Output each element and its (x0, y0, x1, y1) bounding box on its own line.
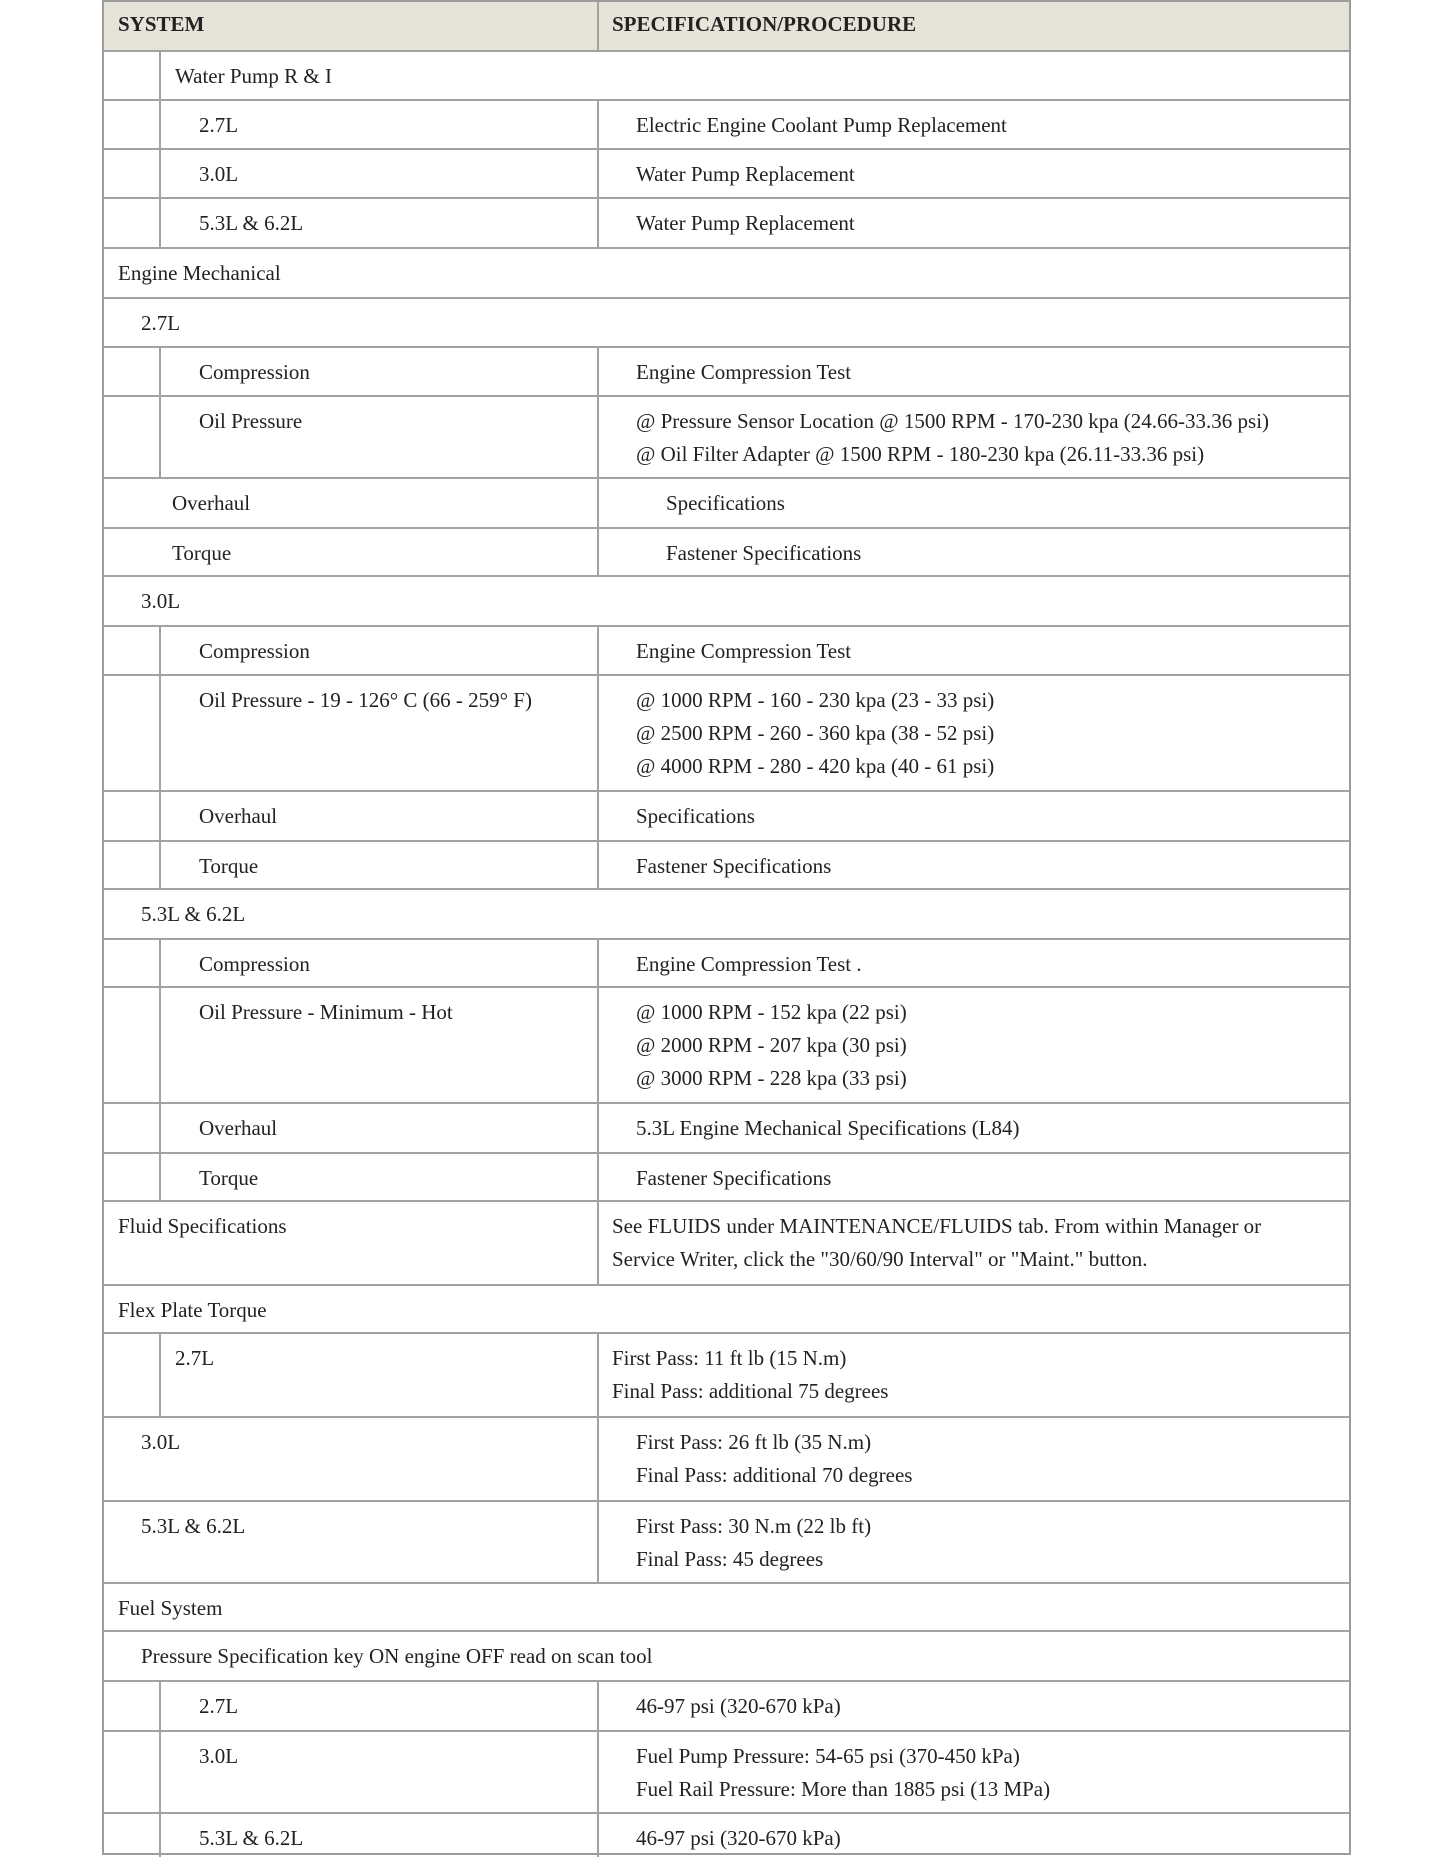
spec-cell (612, 1334, 888, 1416)
system-cell: Torque (199, 1166, 259, 1190)
column-divider (597, 940, 599, 986)
table-row (104, 479, 1349, 529)
column-divider (597, 348, 599, 395)
spec-line: @ 1000 RPM - 160 - 230 kpa (23 - 33 psi) (636, 688, 995, 712)
system-cell: 3.0L (199, 1744, 239, 1768)
system-cell: Water Pump R & I (175, 64, 332, 88)
spec-line: 46-97 psi (320-670 kPa) (636, 1826, 841, 1850)
system-cell: 2.7L (199, 1694, 239, 1718)
spec-cell (612, 1202, 1261, 1284)
header-system: SYSTEM (118, 12, 205, 36)
table-row (104, 1154, 1349, 1202)
spec-cell (636, 150, 855, 197)
system-cell: Flex Plate Torque (118, 1298, 267, 1322)
column-divider (597, 1502, 599, 1582)
column-divider (597, 1202, 599, 1284)
indent-divider (159, 842, 161, 888)
system-cell: 5.3L & 6.2L (199, 211, 304, 235)
column-divider (597, 101, 599, 148)
column-divider (597, 1334, 599, 1416)
system-cell: 3.0L (141, 1430, 181, 1454)
table-row (104, 348, 1349, 397)
spec-line: Water Pump Replacement (636, 162, 855, 186)
header-spec: SPECIFICATION/PROCEDURE (612, 12, 917, 36)
spec-line: See FLUIDS under MAINTENANCE/FLUIDS tab. From within Manager or (612, 1214, 1262, 1238)
indent-divider (159, 348, 161, 395)
column-divider (597, 676, 599, 790)
column-divider (597, 1104, 599, 1152)
spec-line: 46-97 psi (320-670 kPa) (636, 1694, 841, 1718)
table-row (104, 529, 1349, 577)
system-cell: 2.7L (141, 311, 181, 335)
system-cell: Overhaul (199, 804, 278, 828)
spec-cell (636, 199, 855, 247)
spec-line: Service Writer, click the "30/60/90 Interval" or "Maint." button. (612, 1247, 1148, 1271)
system-cell: Torque (199, 854, 259, 878)
table-row (104, 1632, 1349, 1682)
system-cell: Compression (199, 952, 310, 976)
table-row (104, 199, 1349, 249)
system-cell: 5.3L & 6.2L (141, 902, 246, 926)
spec-cell (666, 479, 785, 527)
spec-line: @ 4000 RPM - 280 - 420 kpa (40 - 61 psi) (636, 754, 995, 778)
table-row (104, 676, 1349, 792)
table-row (104, 150, 1349, 199)
spec-cell (636, 940, 862, 986)
spec-line: Engine Compression Test (636, 360, 852, 384)
indent-divider (159, 101, 161, 148)
column-divider (597, 1682, 599, 1730)
system-cell: Overhaul (199, 1116, 278, 1140)
spec-line: Final Pass: additional 70 degrees (636, 1463, 913, 1487)
spec-line: Specifications (636, 804, 755, 828)
table-row (104, 1682, 1349, 1732)
spec-line: Fastener Specifications (636, 1166, 832, 1190)
spec-line: 5.3L Engine Mechanical Specifications (L84) (636, 1116, 1020, 1140)
table-row (104, 988, 1349, 1104)
spec-cell (636, 627, 851, 674)
indent-divider (159, 1732, 161, 1812)
spec-line: @ 3000 RPM - 228 kpa (33 psi) (636, 1066, 907, 1090)
table-header (104, 2, 1349, 52)
indent-divider (159, 988, 161, 1102)
indent-divider (159, 199, 161, 247)
column-divider (597, 479, 599, 527)
spec-line: Fastener Specifications (636, 854, 832, 878)
spec-line: Final Pass: 45 degrees (636, 1547, 824, 1571)
system-cell: Engine Mechanical (118, 261, 281, 285)
spec-line: First Pass: 26 ft lb (35 N.m) (636, 1430, 872, 1454)
spec-line: Fuel Pump Pressure: 54-65 psi (370-450 kPa) (636, 1744, 1020, 1768)
spec-line: Fuel Rail Pressure: More than 1885 psi (13 MPa) (636, 1777, 1051, 1801)
indent-divider (159, 150, 161, 197)
table-row (104, 1202, 1349, 1286)
system-cell: Fuel System (118, 1596, 223, 1620)
system-cell: 2.7L (175, 1346, 215, 1370)
system-cell: Pressure Specification key ON engine OFF read on scan tool (141, 1644, 653, 1668)
table-row (104, 1732, 1349, 1814)
spec-cell (636, 1154, 831, 1200)
indent-divider (159, 676, 161, 790)
spec-line: First Pass: 30 N.m (22 lb ft) (636, 1514, 872, 1538)
spec-cell (636, 101, 1007, 148)
spec-cell (636, 348, 851, 395)
table-row (104, 792, 1349, 842)
spec-cell (666, 529, 861, 575)
spec-line: Engine Compression Test (636, 639, 852, 663)
system-cell: Oil Pressure - 19 - 126° C (66 - 259° F) (199, 688, 532, 712)
spec-line: @ Pressure Sensor Location @ 1500 RPM - 170-230 kpa (24.66-33.36 psi) (636, 409, 1270, 433)
column-divider (597, 988, 599, 1102)
indent-divider (159, 940, 161, 986)
indent-divider (159, 1154, 161, 1200)
spec-line: Final Pass: additional 75 degrees (612, 1379, 889, 1403)
spec-cell (636, 1732, 1050, 1812)
system-cell: 3.0L (141, 589, 181, 613)
system-cell: Oil Pressure - Minimum - Hot (199, 1000, 453, 1024)
spec-cell (636, 842, 831, 888)
indent-divider (159, 1814, 161, 1857)
table-row (104, 1104, 1349, 1154)
spec-cell (636, 792, 755, 840)
table-row (104, 940, 1349, 988)
indent-divider (159, 52, 161, 99)
spec-line: @ 1000 RPM - 152 kpa (22 psi) (636, 1000, 907, 1024)
table-row (104, 577, 1349, 627)
spec-cell (636, 1814, 841, 1857)
spec-line: Specifications (666, 491, 785, 515)
system-cell: 2.7L (199, 113, 239, 137)
system-cell: 5.3L & 6.2L (199, 1826, 304, 1850)
spec-line: Electric Engine Coolant Pump Replacement (636, 113, 1007, 137)
table-row (104, 1502, 1349, 1584)
table-row (104, 627, 1349, 676)
table-row (104, 249, 1349, 299)
spec-line: Fastener Specifications (666, 541, 862, 565)
table-row (104, 397, 1349, 479)
spec-line: @ Oil Filter Adapter @ 1500 RPM - 180-230 kpa (26.11-33.36 psi) (636, 442, 1205, 466)
indent-divider (159, 397, 161, 477)
spec-line: Engine Compression Test . (636, 952, 862, 976)
system-cell: Fluid Specifications (118, 1214, 287, 1238)
indent-divider (159, 1682, 161, 1730)
spec-line: Water Pump Replacement (636, 211, 855, 235)
column-divider (597, 150, 599, 197)
table-row (104, 101, 1349, 150)
spec-table (102, 0, 1351, 1855)
table-row (104, 1814, 1349, 1857)
column-divider (597, 1154, 599, 1200)
column-divider (597, 627, 599, 674)
spec-line: @ 2000 RPM - 207 kpa (30 psi) (636, 1033, 907, 1057)
indent-divider (159, 1104, 161, 1152)
spec-cell (636, 988, 907, 1102)
table-row (104, 1334, 1349, 1418)
column-divider (597, 199, 599, 247)
spec-cell (636, 1502, 871, 1582)
table-row (104, 52, 1349, 101)
column-divider (597, 792, 599, 840)
column-divider (597, 529, 599, 575)
system-cell: Compression (199, 360, 310, 384)
table-row (104, 1584, 1349, 1632)
table-row (104, 1286, 1349, 1334)
system-cell: Torque (172, 541, 232, 565)
system-cell: 5.3L & 6.2L (141, 1514, 246, 1538)
table-row (104, 890, 1349, 940)
indent-divider (159, 627, 161, 674)
spec-line: @ 2500 RPM - 260 - 360 kpa (38 - 52 psi) (636, 721, 995, 745)
spec-cell (636, 397, 1269, 477)
table-row (104, 842, 1349, 890)
column-divider (597, 842, 599, 888)
indent-divider (159, 1334, 161, 1416)
column-divider (597, 1418, 599, 1500)
spec-cell (636, 1104, 1020, 1152)
indent-divider (159, 792, 161, 840)
system-cell: 3.0L (199, 162, 239, 186)
spec-cell (636, 1418, 912, 1500)
spec-cell (636, 1682, 841, 1730)
system-cell: Compression (199, 639, 310, 663)
spec-line: First Pass: 11 ft lb (15 N.m) (612, 1346, 847, 1370)
table-row (104, 1418, 1349, 1502)
system-cell: Oil Pressure (199, 409, 303, 433)
column-divider (597, 397, 599, 477)
table-row (104, 299, 1349, 348)
column-divider (597, 1814, 599, 1857)
column-divider (597, 1732, 599, 1812)
system-cell: Overhaul (172, 491, 251, 515)
spec-cell (636, 676, 994, 790)
